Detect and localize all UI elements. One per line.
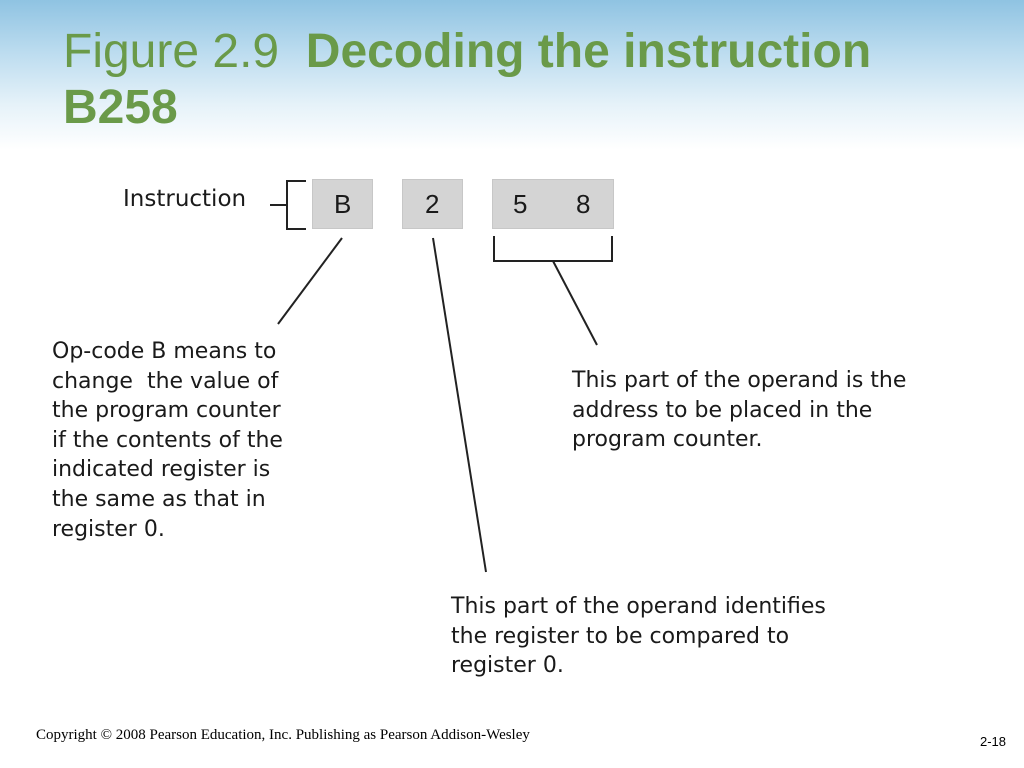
title-heading: Decoding the instruction bbox=[305, 25, 872, 78]
address-box bbox=[492, 179, 614, 229]
register-note: This part of the operand identifies the register to be compared to register 0. bbox=[451, 594, 826, 679]
register-box bbox=[402, 179, 463, 229]
register-digit: 2 bbox=[425, 189, 440, 219]
instruction-label: Instruction bbox=[123, 186, 247, 212]
title-instruction-code: B258 bbox=[63, 81, 178, 134]
instruction-bracket bbox=[287, 181, 306, 229]
page-number: 2-18 bbox=[979, 734, 1006, 749]
opcode-pointer-line bbox=[278, 238, 342, 324]
opcode-note: Op-code B means to change the value of the program counter if the contents of the indicated register is the same as that in register 0. bbox=[52, 339, 283, 542]
opcode-digit: B bbox=[334, 189, 352, 219]
operand-bracket bbox=[494, 236, 612, 261]
address-pointer-line bbox=[553, 261, 597, 345]
title-figure-number: Figure 2.9 bbox=[63, 25, 280, 78]
copyright-footer: Copyright © 2008 Pearson Education, Inc. Publishing as Pearson Addison-Wesley bbox=[36, 727, 530, 743]
address-digit-low: 8 bbox=[576, 189, 591, 219]
address-note: This part of the operand is the address to be placed in the program counter. bbox=[572, 368, 907, 453]
register-pointer-line bbox=[433, 238, 486, 572]
address-digit-high: 5 bbox=[513, 189, 528, 219]
opcode-box bbox=[312, 179, 373, 229]
